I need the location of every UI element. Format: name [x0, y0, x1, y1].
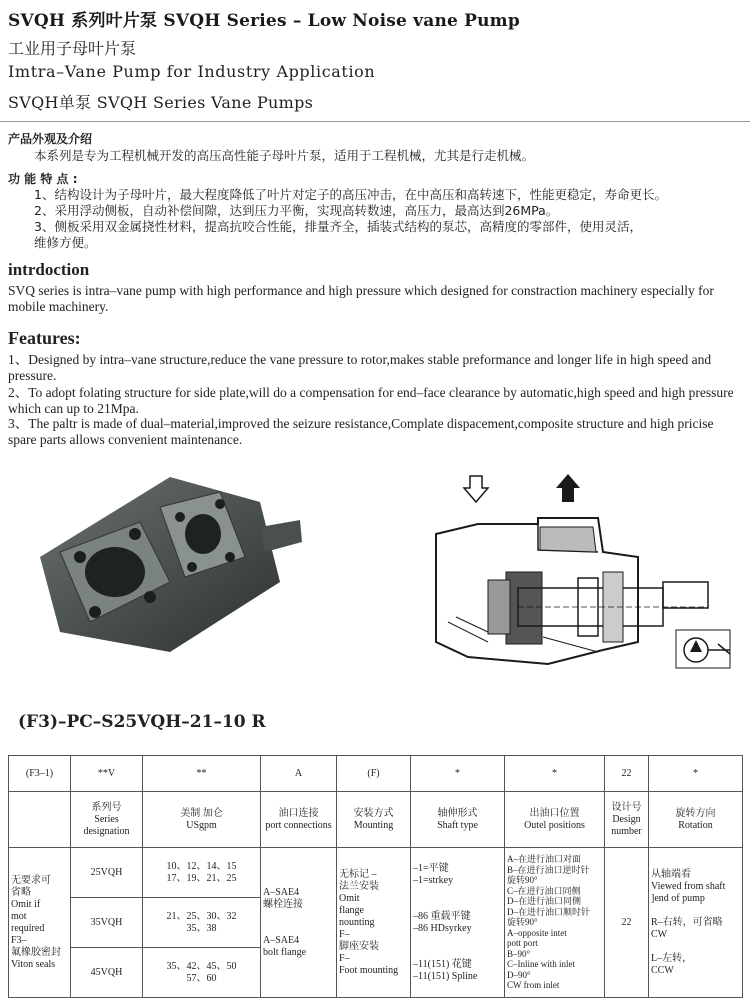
- subtitle-cn: 工业用子母叶片泵: [8, 39, 137, 58]
- en-feature-1: 1、Designed by intra–vane structure,reduce the vane pressure to rotor,makes stable preformance and longer life in high speed and pressure.: [8, 352, 712, 383]
- code-cell: *: [505, 756, 605, 792]
- header-cell: [9, 792, 71, 848]
- header-cell: 设计号 Design number: [605, 792, 649, 848]
- cn-features-heading: 功 能 特 点 :: [8, 172, 78, 186]
- cn-feature-3: 3、侧板采用双金属挠性材料，提高抗咬合性能，排量齐全，插装式结构的泵芯，高精度的零部件，使用灵活， 维修方便。: [34, 219, 642, 250]
- ordering-code-table: [8, 755, 743, 998]
- en-feature-2: 2、To adopt folating structure for side plate,will do a compensation for end–face clearance by automatic,high speed and high pressure which can up to 21Mpa.: [8, 385, 734, 416]
- shaft-cell: –1=平键 –1=strkey –86 重载平键 –86 HDsyrkey –11(151) 花键 –11(151) Spline: [411, 848, 505, 998]
- flow-cell: 21、25、30、32 35、38: [143, 898, 261, 948]
- en-features-heading: Features:: [8, 328, 81, 348]
- flow-cell: 35、42、45、50 57、60: [143, 948, 261, 998]
- code-cell: A: [261, 756, 337, 792]
- subtitle-en: Imtra–Vane Pump for Industry Application: [8, 62, 376, 81]
- series-cell: 25VQH: [71, 848, 143, 898]
- header-cell: 轴伸形式 Shaft type: [411, 792, 505, 848]
- header-cell: 安装方式 Mounting: [337, 792, 411, 848]
- table-row: [9, 848, 743, 898]
- flow-cell: 10、12、14、15 17、19、21、25: [143, 848, 261, 898]
- subtitle-series: SVQH单泵 SVQH Series Vane Pumps: [8, 93, 314, 112]
- code-cell: (F): [337, 756, 411, 792]
- page-title: SVQH 系列叶片泵 SVQH Series – Low Noise vane Pump: [8, 11, 520, 31]
- cn-feature-2: 2、采用浮动侧板，自动补偿间隙，达到压力平衡，实现高转数速，高压力，最高达到26MPa。: [34, 203, 559, 218]
- header-cell: 出油口位置 Outel positions: [505, 792, 605, 848]
- cn-intro-text: 本系列是专为工程机械开发的高压高性能子母叶片泵，适用于工程机械，尤其是行走机械。: [34, 148, 535, 163]
- en-intro-heading: intrdoction: [8, 260, 90, 279]
- header-cell: 系列号 Series designation: [71, 792, 143, 848]
- code-cell: (F3–1): [9, 756, 71, 792]
- cn-intro-heading: 产品外观及介绍: [8, 132, 93, 146]
- en-feature-3: 3、The paltr is made of dual–material,improved the seizure resistance,Complate dispacement,composite structure and high pricise spare parts allows convenient maintenance.: [8, 416, 714, 447]
- outlet-arrow-icon: [556, 474, 580, 502]
- section-diagram: [428, 472, 748, 672]
- code-cell: *: [411, 756, 505, 792]
- inlet-arrow-icon: [464, 476, 488, 502]
- code-cell: **V: [71, 756, 143, 792]
- series-cell: 45VQH: [71, 948, 143, 998]
- pump-photo: [20, 462, 310, 657]
- model-code: (F3)–PC–S25VQH–21–10 R: [18, 712, 266, 732]
- code-cell: *: [649, 756, 743, 792]
- cn-feature-1: 1、结构设计为子母叶片，最大程度降低了叶片对定子的高压冲击，在中高压和高转速下，性能更稳定，寿命更长。: [34, 187, 667, 202]
- seals-cell: 无要求可 省略 Omit if mot required F3– 氟橡胶密封 Viton seals: [9, 848, 71, 998]
- header-divider: [0, 121, 750, 122]
- mounting-cell: 无标记 – 法兰安装 Omit flange nounting F– 脚座安装 F– Foot mounting: [337, 848, 411, 998]
- code-cell: 22: [605, 756, 649, 792]
- rotation-cell: 从轴端看 Viewed from shaft ]end of pump R–右转，可省略 CW L–左转， CCW: [649, 848, 743, 998]
- ports-cell: A–SAE4 螺栓连接 A–SAE4 bolt flange: [261, 848, 337, 998]
- header-cell: 旋转方向 Rotation: [649, 792, 743, 848]
- code-row: [9, 756, 743, 792]
- code-cell: **: [143, 756, 261, 792]
- header-row: [9, 792, 743, 848]
- en-intro-text: SVQ series is intra–vane pump with high performance and high pressure which designed for constraction machinery especially for mobile machinery.: [8, 283, 714, 314]
- header-cell: 油口连接 port connections: [261, 792, 337, 848]
- design-cell: 22: [605, 848, 649, 998]
- outlet-cell: A–在进行油口对面 B–在进行油口逆时针 旋转90° C–在进行油口同侧 D–在进行油口同侧 D–在进行油口顺时针 旋转90° A–opposite intet pott port B–90° C–Inline with inlet D–90° CW from inlet: [505, 848, 605, 998]
- header-cell: 美制 加仑 USgpm: [143, 792, 261, 848]
- series-cell: 35VQH: [71, 898, 143, 948]
